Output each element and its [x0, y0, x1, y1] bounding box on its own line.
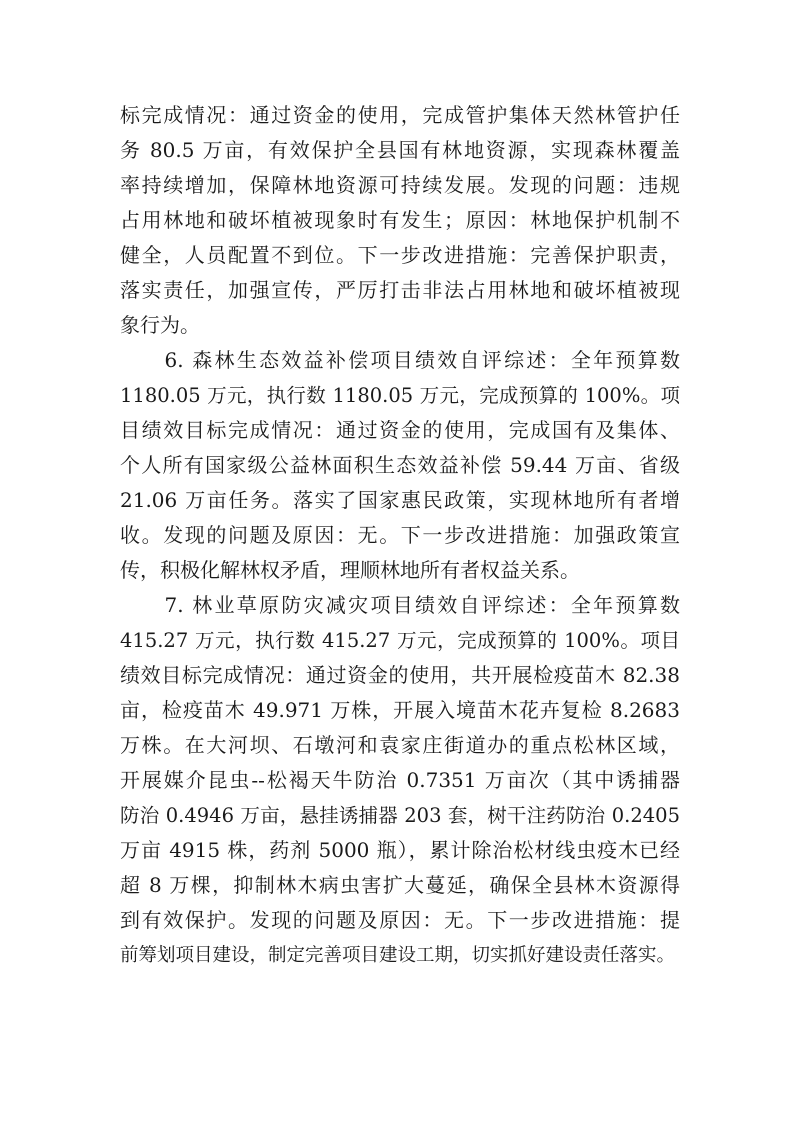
text-line: 个人所有国家级公益林面积生态效益补偿 59.44 万亩、省级	[120, 453, 680, 477]
text-line: 绩效目标完成情况：通过资金的使用，共开展检疫苗木 82.38	[120, 663, 680, 687]
text-line: 收。发现的问题及原因：无。下一步改进措施：加强政策宣	[120, 523, 680, 547]
text-line: 万亩 4915 株，药剂 5000 瓶），累计除治松材线虫疫木已经	[120, 838, 680, 862]
text-line: 1180.05 万元，执行数 1180.05 万元，完成预算的 100%。项	[120, 384, 680, 407]
paragraph-item-6-eco-compensation	[120, 343, 680, 588]
text-line: 传，积极化解林权矛盾，理顺林地所有者权益关系。	[120, 558, 580, 582]
text-line: 万株。在大河坝、石墩河和袁家庄街道办的重点松林区域，	[120, 733, 680, 757]
text-line: 务 80.5 万亩，有效保护全县国有林地资源，实现森林覆盖	[120, 138, 680, 162]
text-line: 标完成情况：通过资金的使用，完成管护集体天然林管护任	[120, 103, 680, 127]
text-line: 超 8 万棵，抑制林木病虫害扩大蔓延，确保全县林木资源得	[120, 873, 680, 897]
text-line: 开展媒介昆虫--松褐天牛防治 0.7351 万亩次（其中诱捕器	[120, 768, 680, 792]
text-line: 防治 0.4946 万亩，悬挂诱捕器 203 套，树干注药防治 0.2405	[120, 804, 680, 827]
text-line: 亩，检疫苗木 49.971 万株，开展入境苗木花卉复检 8.2683	[120, 698, 680, 722]
text-line: 落实责任，加强宣传，严厉打击非法占用林地和破坏植被现	[120, 278, 680, 302]
text-line: 前筹划项目建设，制定完善项目建设工期，切实抓好建设责任落实。	[120, 945, 676, 966]
text-line: 21.06 万亩任务。落实了国家惠民政策，实现林地所有者增	[120, 488, 680, 512]
text-line: 健全，人员配置不到位。下一步改进措施：完善保护职责，	[120, 243, 680, 267]
text-line: 象行为。	[120, 313, 200, 337]
text-line: 到有效保护。发现的问题及原因：无。下一步改进措施：提	[120, 908, 680, 932]
text-line: 目绩效目标完成情况：通过资金的使用，完成国有及集体、	[120, 418, 680, 442]
text-line: 415.27 万元，执行数 415.27 万元，完成预算的 100%。项目	[120, 629, 680, 652]
text-line: 占用林地和破坏植被现象时有发生；原因：林地保护机制不	[120, 208, 680, 232]
document-body	[120, 98, 680, 973]
paragraph-forest-protection	[120, 98, 680, 343]
paragraph-item-7-disaster-prevention	[120, 588, 680, 973]
text-line: 率持续增加，保障林地资源可持续发展。发现的问题：违规	[120, 173, 680, 197]
text-line: 7. 林业草原防灾减灾项目绩效自评综述：全年预算数	[120, 593, 680, 617]
text-line: 6. 森林生态效益补偿项目绩效自评综述：全年预算数	[120, 348, 680, 372]
